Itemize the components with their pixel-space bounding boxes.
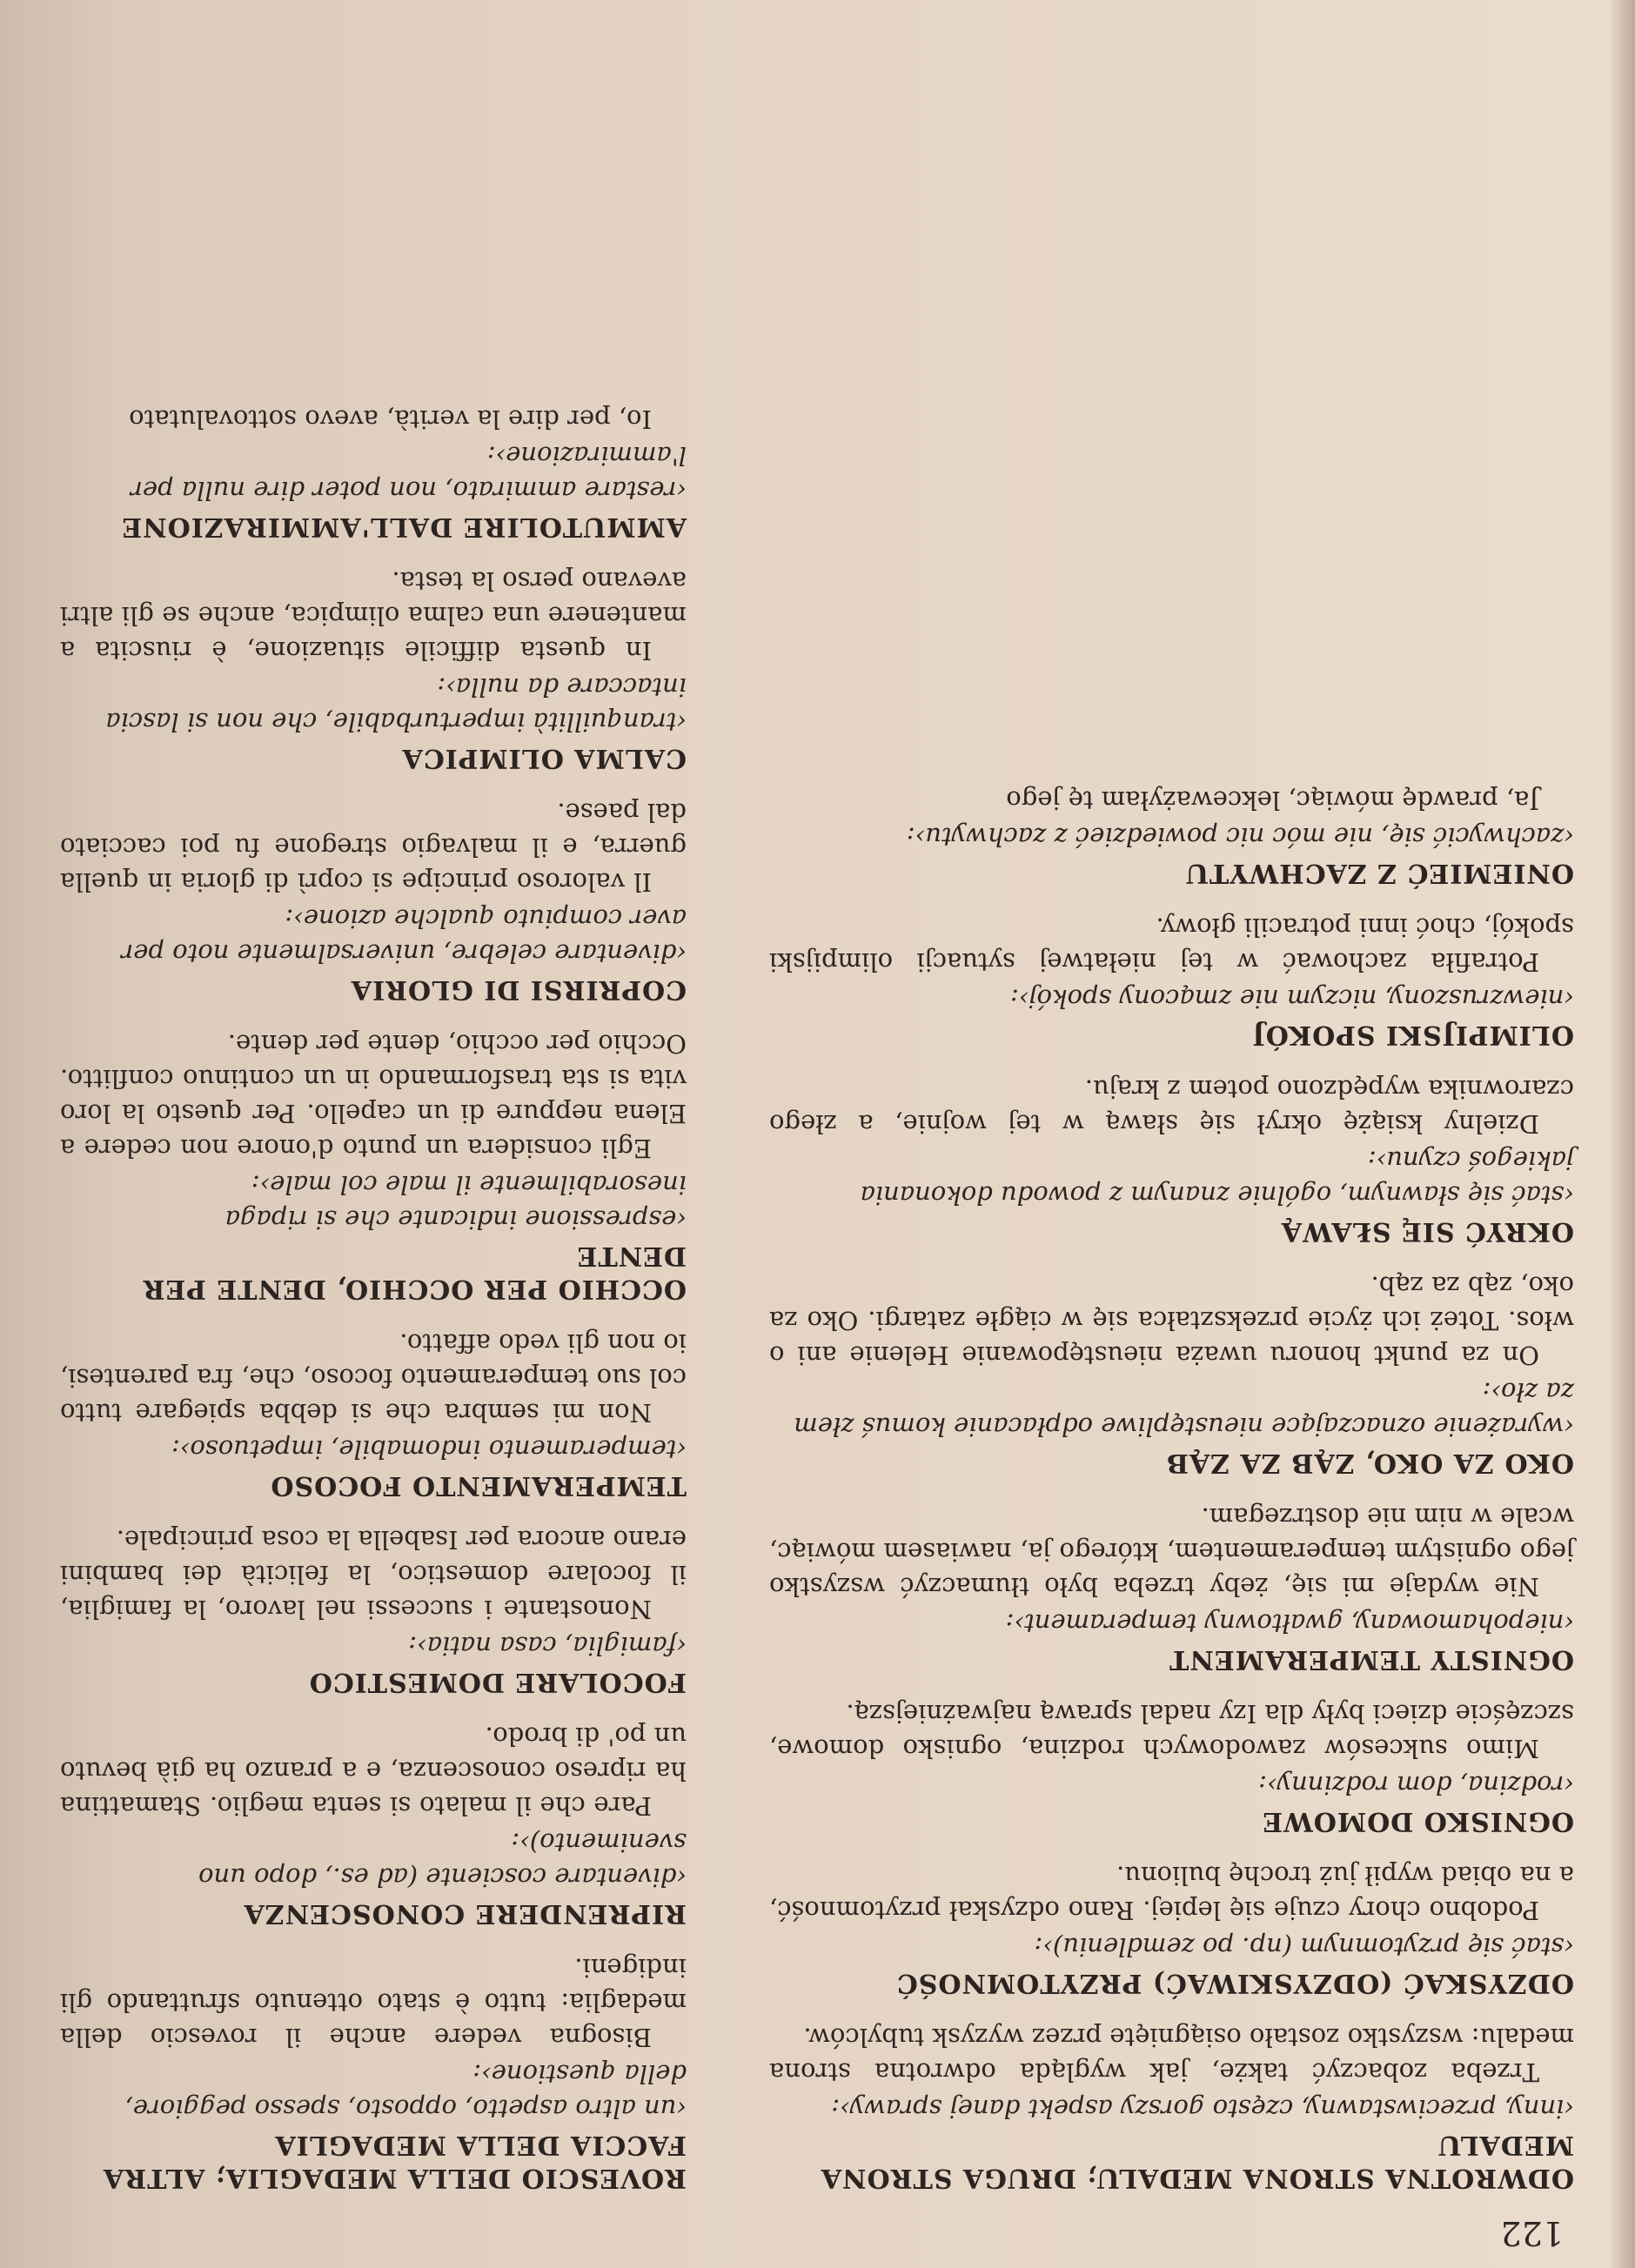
entry-title: OCCHIO PER OCCHIO, DENTE PER DENTE <box>142 1241 687 1304</box>
entry-definition: ‹stać się przytomnym (np. po zemdleniu)›: <box>1034 1932 1574 1962</box>
entry-title: FOCOLARE DOMESTICO <box>308 1667 687 1697</box>
dictionary-entry <box>769 1072 1574 1248</box>
entry-title: OGNISKO DOMOWE <box>1262 1806 1574 1836</box>
dictionary-entry <box>60 1326 687 1502</box>
entry-example: Ja, prawdę mówiąc, lekceważyłam tę jego <box>1006 786 1539 815</box>
entry-definition: ‹niewzruszony, niczym nie zmącony spokój›: <box>1010 984 1574 1014</box>
entry-title: ODZYSKAĆ (ODZYSKIWAĆ) PRZYTOMNOŚĆ <box>895 1968 1574 1998</box>
entry-definition: ‹stać się sławnym, ogólnie znanym z powodu dokonania jakiegoś czynu›: <box>860 1146 1574 1210</box>
entry-title: TEMPERAMENTO FOCOSO <box>270 1470 687 1501</box>
entry-title: RIPRENDERE CONOSCENZA <box>243 1898 687 1929</box>
entry-example: Dzielny książę okrył się sławą w tej wojnie, a złego czarownika wypędzono potem z kraju. <box>769 1074 1574 1139</box>
entry-definition: ‹famiglia, casa natia›: <box>408 1631 687 1661</box>
entry-title: ODWROTNA STRONA MEDALU; DRUGA STRONA MEDALU <box>820 2130 1574 2193</box>
entry-title: CALMA OLIMPICA <box>401 743 687 773</box>
entry-definition: ‹un altro aspetto, opposto, spesso peggiore, della questione›: <box>124 2059 687 2124</box>
dictionary-entry <box>769 1858 1574 1999</box>
dictionary-entry <box>60 402 687 543</box>
entry-example: Trzeba zobaczyć także, jak wygląda odwrotna strona medalu: wszystko zostało osiągnięte przez wyzysk tubylców. <box>769 2023 1574 2087</box>
entry-example: Non mi sembra che si debba spiegare tutto col suo temperamento focoso, che, fra parentesi, io non gli vedo affatto. <box>60 1328 687 1428</box>
dictionary-entry <box>769 910 1574 1051</box>
entry-example: On za punkt honoru uważa nieustępowanie Helenie ani o włos. Toteż ich życie przekształca się w ciągłe zatargi. Oko za oko, ząb za ząb. <box>769 1271 1574 1370</box>
dictionary-entry <box>60 1950 687 2194</box>
dictionary-entry <box>769 2020 1574 2194</box>
entry-example: In questa difficile situazione, è riuscita a mantenere una calma olimpica, anche se gli altri avevano perso la testa. <box>60 566 687 666</box>
entry-definition: ‹niepohamowany, gwałtowny temperament›: <box>1005 1609 1574 1638</box>
dictionary-entry <box>60 1719 687 1930</box>
entry-example: Mimo sukcesów zawodowych rodzina, ognisko domowe, szczęście dzieci były dla Izy nadal sprawą najważniejszą. <box>769 1699 1574 1763</box>
dictionary-entry <box>60 1522 687 1698</box>
dictionary-entry <box>769 1500 1574 1676</box>
entry-title: ONIEMIEĆ Z ZACHWYTU <box>1184 858 1574 888</box>
entry-title: ROVESCIO DELLA MEDAGLIA; ALTRA FACCIA DELLA MEDAGLIA <box>103 2130 687 2193</box>
entry-definition: ‹rodzina, dom rodzinny›: <box>1258 1770 1574 1800</box>
entry-example: Bisogna vedere anche il rovescio della medaglia: tutto è stato ottenuto sfruttando gli indigeni. <box>60 1953 687 2052</box>
italian-column <box>60 381 687 2194</box>
entry-title: OLIMPIJSKI SPOKÓJ <box>1251 1020 1574 1050</box>
entry-definition: ‹diventare celebre, universalmente noto per aver compiuto qualche azione›: <box>121 904 687 968</box>
entry-example: Nonostante i successi nel lavoro, la famiglia, il focolare domestico, la felicità dei bambini erano ancora per Isabella la cosa principale. <box>60 1525 687 1624</box>
dictionary-entry <box>769 783 1574 889</box>
entry-title: AMMUTOLIRE DALL'AMMIRAZIONE <box>121 512 687 542</box>
entry-example: Potrafiła zachować w tej niełatwej sytuacji olimpijski spokój, choć inni potracili głowy. <box>769 913 1574 977</box>
dictionary-entry <box>60 795 687 1006</box>
entry-definition: ‹restare ammirato, non poter dire nulla per l'ammirazione›: <box>131 441 687 505</box>
entry-definition: ‹zachwycić się, nie móc nic powiedzieć z zachwytu›: <box>906 822 1574 852</box>
dictionary-entry <box>769 1268 1574 1479</box>
entry-definition: ‹diventare cosciente (ad es., dopo uno svenimento)›: <box>198 1828 687 1892</box>
entry-definition: ‹inny, przeciwstawny, często gorszy aspekt danej sprawy›: <box>831 2094 1574 2124</box>
dictionary-entry <box>60 1027 687 1305</box>
page-gutter-shadow <box>1609 0 1635 2268</box>
entry-definition: ‹temperamento indomabile, impetuoso›: <box>171 1435 687 1464</box>
entry-example: Podobno chory czuje się lepiej. Rano odzyskał przytomność, a na obiad wypił już trochę bulionu. <box>769 1861 1574 1925</box>
entry-example: Il valoroso principe si coprì di gloria in quella guerra, e il malvagio stregone fu poi cacciato dal paese. <box>60 798 687 897</box>
polish-column <box>769 762 1574 2194</box>
entry-example: Pare che il malato si senta meglio. Stamattina ha ripreso conoscenza, e a pranzo ha già bevuto un po' di brodo. <box>60 1722 687 1821</box>
page-number: 122 <box>1500 2214 1564 2252</box>
entry-title: OGNISTY TEMPERAMENT <box>1169 1644 1574 1675</box>
entry-definition: ‹wyrażenie oznaczające nieustępliwe odpłacanie komuś złem za zło›: <box>794 1377 1574 1442</box>
entry-definition: ‹espressione indicante che si ripaga inesorabilmente il male col male›: <box>224 1170 687 1234</box>
entry-example: Nie wydaje mi się, żeby trzeba było tłumaczyć wszystko jego ognistym temperamentem, którego ja, nawiasem mówiąc, wcale w nim nie dostrzegam. <box>769 1502 1574 1602</box>
dictionary-entry <box>60 564 687 774</box>
entry-title: OKRYĆ SIĘ SŁAWĄ <box>1280 1216 1574 1247</box>
dictionary-entry <box>769 1696 1574 1837</box>
entry-title: COPRIRSI DI GLORIA <box>350 974 687 1005</box>
entry-example: Io, per dire la verità, avevo sottovalutato <box>129 405 652 434</box>
entry-title: OKO ZA OKO, ZĄB ZA ZĄB <box>1165 1448 1574 1478</box>
entry-definition: ‹tranquillità imperturbabile, che non si lascia intaccare da nulla›: <box>105 672 687 737</box>
entry-example: Egli considera un punto d'onore non cedere a Elena neppure di un capello. Per questo la loro vita si sta trasformando in un continuo conflitto. Occhio per occhio, dente per dente. <box>60 1029 687 1163</box>
